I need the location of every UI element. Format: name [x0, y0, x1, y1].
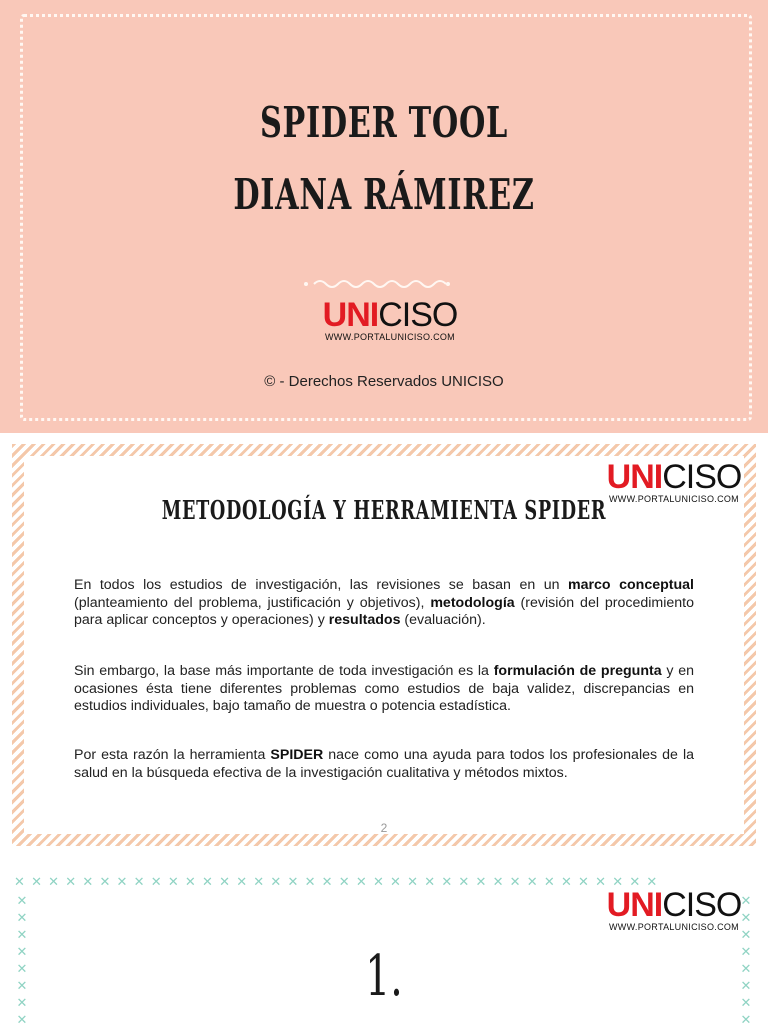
slide-title: METODOLOGÍA Y HERRAMIENTA SPIDER [161, 496, 607, 526]
uniciso-logo [300, 298, 480, 342]
p3-bold-1: SPIDER [270, 747, 324, 763]
logo-url: WWW.PORTALUNICISO.COM [609, 494, 739, 504]
p1-bold-2: metodología [430, 594, 515, 611]
logo-url: WWW.PORTALUNICISO.COM [325, 332, 455, 342]
copyright-text: © - Derechos Reservados UNICISO [264, 373, 504, 390]
logo-brand-uni: UNI [606, 886, 663, 924]
cross-border-left-icon: ✕ ✕ ✕ ✕ ✕ ✕ ✕ ✕ [16, 893, 28, 1024]
page-number: 2 [380, 821, 388, 835]
logo-brand-uni: UNI [606, 458, 663, 496]
logo-brand-ciso: CISO [378, 296, 458, 334]
cross-border-top-icon: ✕✕✕✕✕✕✕✕✕✕✕✕✕✕✕✕✕✕✕✕✕✕✕✕✕✕✕✕✕✕✕✕✕✕✕✕✕✕ [14, 874, 664, 889]
logo-url: WWW.PORTALUNICISO.COM [609, 922, 739, 932]
p1-text-1: En todos los estudios de investigación, las revisiones se basan en un [74, 577, 569, 593]
p2-text-1: Sin embargo, la base más importante de toda investigación es la [74, 663, 494, 679]
p1-text-3: (revisión del procedimiento para aplicar conceptos y operaciones) y [74, 594, 694, 629]
paragraph-2 [74, 663, 694, 716]
p1-bold-3: resultados [328, 612, 401, 629]
cover-title-line1: SPIDER TOOL [259, 98, 509, 147]
cross-border-right-icon: ✕ ✕ ✕ ✕ ✕ ✕ ✕ ✕ [740, 893, 752, 1024]
cover-slide [0, 0, 768, 433]
logo-brand-ciso: CISO [662, 886, 742, 924]
p3-text-1: Por esta razón la herramienta [74, 747, 271, 763]
logo-brand-uni: UNI [322, 296, 379, 334]
section-slide [0, 868, 768, 1024]
p3-text-2: nace como una ayuda para todos los profesionales de la salud en la búsqueda efectiva de la investigación cualitativa y métodos mixtos. [74, 747, 695, 781]
p1-text-4: (evaluación). [400, 612, 486, 629]
p2-text-2: y en ocasiones ésta tiene diferentes problemas como estudios de baja validez, discrepancias en estudios individuales, bajo tamaño de muestra o potencia estadística. [74, 663, 695, 715]
paragraph-3 [74, 747, 694, 782]
methodology-slide [0, 436, 768, 856]
paragraph-1 [74, 577, 694, 630]
uniciso-logo [604, 888, 744, 932]
p1-text-2: (planteamiento del problema, justificación y objetivos), [74, 594, 431, 611]
p2-bold-1: formulación de pregunta [493, 663, 662, 679]
cover-title-line2: DIANA RÁMIREZ [233, 170, 535, 219]
section-number: 1. [365, 944, 403, 1009]
logo-brand-ciso: CISO [662, 458, 742, 496]
squiggle-divider-icon [302, 276, 452, 292]
p1-bold-1: marco conceptual [568, 577, 694, 593]
